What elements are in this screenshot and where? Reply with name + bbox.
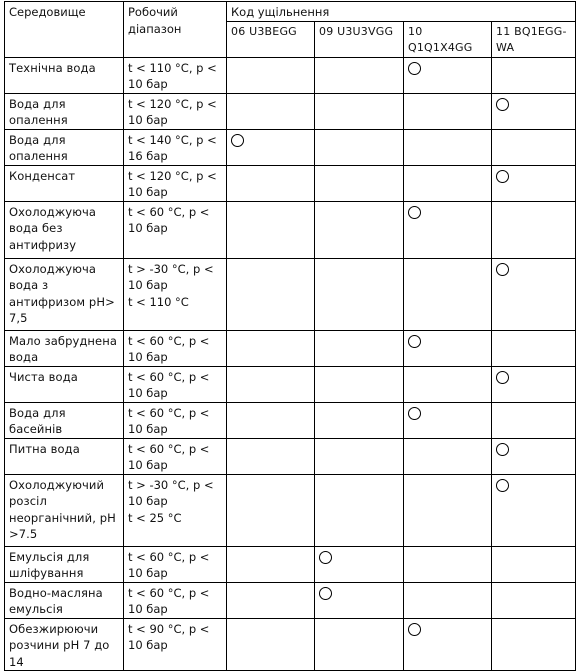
cell-code-mark <box>227 129 315 165</box>
table-row <box>5 402 576 438</box>
cell-code-mark <box>227 438 315 474</box>
range-line: t > -30 °C, p < 10 бар <box>128 261 214 292</box>
table-row <box>5 474 576 546</box>
range-line: t < 60 °C, p < 10 бар <box>128 204 210 235</box>
range-line: t < 140 °C, p < 16 бар <box>128 132 217 163</box>
cell-code-mark <box>404 618 492 671</box>
cell-code-mark <box>492 201 576 258</box>
cell-medium: Охолоджуючий розсіл неорганічний, pH >7.5 <box>5 474 124 546</box>
header-code-11: 11 BQ1EGG-WA <box>492 21 576 57</box>
cell-code-mark <box>492 546 576 582</box>
circle-mark-icon <box>496 263 509 276</box>
cell-code-mark <box>492 402 576 438</box>
cell-code-mark <box>492 366 576 402</box>
cell-code-mark <box>227 582 315 618</box>
circle-mark-icon <box>408 206 421 219</box>
circle-mark-icon <box>408 407 421 420</box>
table-row <box>5 582 576 618</box>
range-line: t < 25 °C <box>128 510 182 525</box>
cell-code-mark <box>227 474 315 546</box>
cell-code-mark <box>227 330 315 366</box>
circle-mark-icon <box>231 134 244 147</box>
table-row <box>5 165 576 201</box>
circle-mark-icon <box>496 479 509 492</box>
cell-range <box>124 129 227 165</box>
range-line: t < 110 °C, p < 10 бар <box>128 60 217 91</box>
cell-medium: Емульсія для шліфування <box>5 546 124 582</box>
cell-medium: Вода для опалення <box>5 93 124 129</box>
cell-range <box>124 93 227 129</box>
cell-code-mark <box>492 438 576 474</box>
table-row <box>5 57 576 93</box>
cell-range <box>124 201 227 258</box>
cell-medium: Обезжирюючи розчини pH 7 до 14 <box>5 618 124 671</box>
header-code-06: 06 U3BEGG <box>227 21 315 57</box>
header-range: Робочий діапазон <box>124 2 227 58</box>
cell-code-mark <box>227 57 315 93</box>
cell-medium: Охолоджуюча вода без антифризу <box>5 201 124 258</box>
cell-code-mark <box>227 93 315 129</box>
circle-mark-icon <box>319 587 332 600</box>
cell-code-mark <box>315 129 404 165</box>
cell-code-mark <box>492 57 576 93</box>
cell-medium: Вода для опалення <box>5 129 124 165</box>
cell-range <box>124 618 227 671</box>
seal-code-table <box>4 1 576 671</box>
cell-code-mark <box>315 366 404 402</box>
cell-code-mark <box>404 546 492 582</box>
cell-range <box>124 258 227 330</box>
header-seal-code: Код ущільнення <box>227 2 576 22</box>
cell-code-mark <box>227 201 315 258</box>
cell-code-mark <box>404 57 492 93</box>
header-code-09: 09 U3U3VGG <box>315 21 404 57</box>
cell-code-mark <box>227 165 315 201</box>
range-line: t < 60 °C, p < 10 бар <box>128 549 210 580</box>
cell-medium: Водно-масляна емульсія <box>5 582 124 618</box>
cell-code-mark <box>404 402 492 438</box>
cell-code-mark <box>492 129 576 165</box>
cell-code-mark <box>315 582 404 618</box>
cell-medium: Технічна вода <box>5 57 124 93</box>
cell-medium: Чиста вода <box>5 366 124 402</box>
cell-code-mark <box>315 618 404 671</box>
cell-range <box>124 474 227 546</box>
cell-code-mark <box>404 438 492 474</box>
cell-code-mark <box>315 330 404 366</box>
cell-code-mark <box>227 618 315 671</box>
cell-medium: Вода для басейнів <box>5 402 124 438</box>
circle-mark-icon <box>496 98 509 111</box>
cell-code-mark <box>404 129 492 165</box>
cell-range <box>124 330 227 366</box>
table-row <box>5 129 576 165</box>
circle-mark-icon <box>319 551 332 564</box>
cell-code-mark <box>227 402 315 438</box>
table-body <box>5 57 576 671</box>
cell-code-mark <box>315 165 404 201</box>
circle-mark-icon <box>496 170 509 183</box>
header-code-10: 10 Q1Q1X4GG <box>404 21 492 57</box>
cell-code-mark <box>492 258 576 330</box>
cell-code-mark <box>315 474 404 546</box>
cell-code-mark <box>315 258 404 330</box>
cell-code-mark <box>404 165 492 201</box>
cell-code-mark <box>404 474 492 546</box>
range-line: t < 120 °C, p < 10 бар <box>128 96 217 127</box>
cell-range <box>124 402 227 438</box>
cell-range <box>124 57 227 93</box>
range-line: t < 110 °C <box>128 294 189 309</box>
range-line: t < 60 °C, p < 10 бар <box>128 441 210 472</box>
cell-range <box>124 165 227 201</box>
cell-medium: Охолоджуюча вода з антифризом pH> 7,5 <box>5 258 124 330</box>
table-row <box>5 618 576 671</box>
cell-range <box>124 582 227 618</box>
cell-code-mark <box>404 366 492 402</box>
header-medium: Середовище <box>5 2 124 58</box>
circle-mark-icon <box>408 335 421 348</box>
cell-code-mark <box>315 57 404 93</box>
header-row-top <box>5 2 576 22</box>
cell-code-mark <box>404 330 492 366</box>
range-line: t > -30 °C, p < 10 бар <box>128 477 214 508</box>
circle-mark-icon <box>496 371 509 384</box>
cell-code-mark <box>492 618 576 671</box>
cell-code-mark <box>227 258 315 330</box>
cell-code-mark <box>404 582 492 618</box>
cell-code-mark <box>404 258 492 330</box>
cell-range <box>124 546 227 582</box>
cell-medium: Питна вода <box>5 438 124 474</box>
circle-mark-icon <box>408 62 421 75</box>
table-row <box>5 258 576 330</box>
range-line: t < 60 °C, p < 10 бар <box>128 333 210 364</box>
cell-range <box>124 438 227 474</box>
cell-code-mark <box>492 330 576 366</box>
range-line: t < 60 °C, p < 10 бар <box>128 585 210 616</box>
circle-mark-icon <box>408 623 421 636</box>
cell-medium: Мало забруднена вода <box>5 330 124 366</box>
cell-range <box>124 366 227 402</box>
cell-code-mark <box>492 582 576 618</box>
cell-code-mark <box>315 201 404 258</box>
table-row <box>5 93 576 129</box>
cell-code-mark <box>492 93 576 129</box>
table-row <box>5 366 576 402</box>
table-row <box>5 201 576 258</box>
cell-code-mark <box>315 402 404 438</box>
cell-code-mark <box>315 93 404 129</box>
cell-code-mark <box>492 165 576 201</box>
cell-code-mark <box>227 366 315 402</box>
range-line: t < 60 °C, p < 10 бар <box>128 405 210 436</box>
cell-code-mark <box>315 438 404 474</box>
range-line: t < 60 °C, p < 10 бар <box>128 369 210 400</box>
circle-mark-icon <box>496 443 509 456</box>
cell-code-mark <box>315 546 404 582</box>
table-row <box>5 330 576 366</box>
cell-code-mark <box>404 201 492 258</box>
cell-code-mark <box>492 474 576 546</box>
cell-code-mark <box>404 93 492 129</box>
cell-medium: Конденсат <box>5 165 124 201</box>
table-row <box>5 438 576 474</box>
range-line: t < 90 °C, p < 10 бар <box>128 621 210 652</box>
table-row <box>5 546 576 582</box>
cell-code-mark <box>227 546 315 582</box>
range-line: t < 120 °C, p < 10 бар <box>128 168 217 199</box>
